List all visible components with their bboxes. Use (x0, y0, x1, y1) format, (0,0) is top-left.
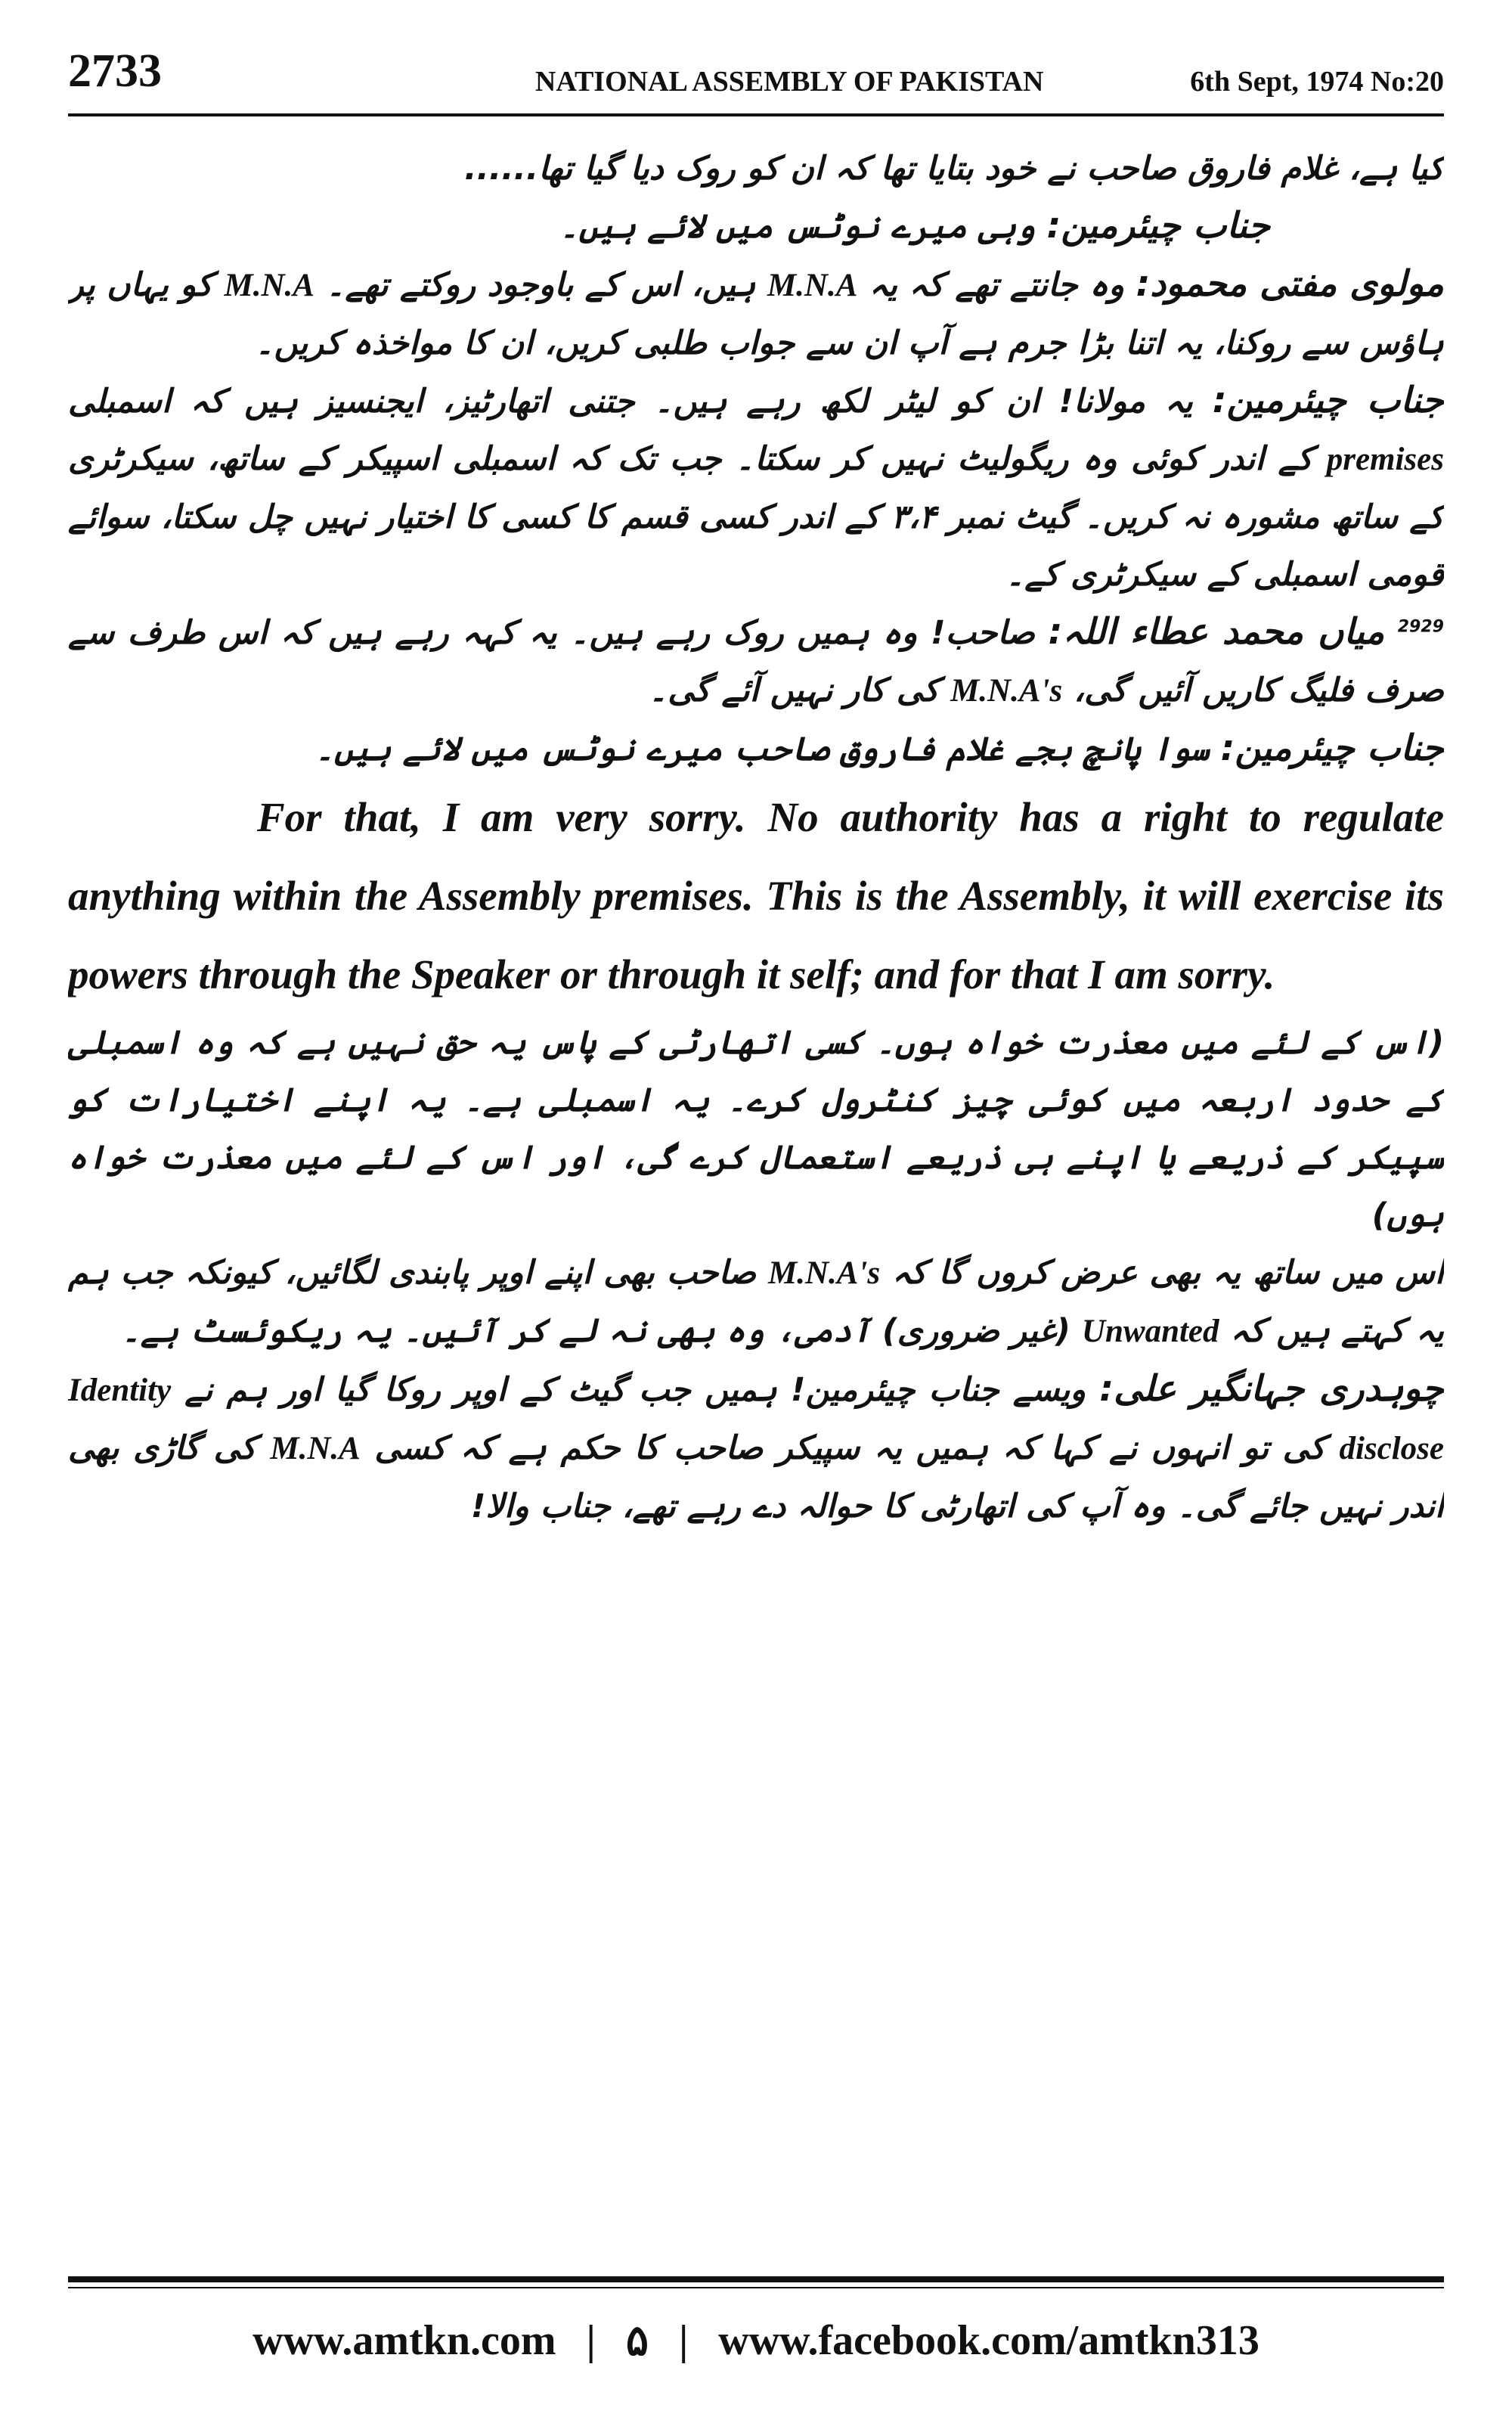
unwanted-term: Unwanted (1081, 1314, 1219, 1349)
paragraph-text: سوا پانچ بجے غلام فاروق صاحب میرے نوٹس میں لائے ہیں۔ (314, 731, 1210, 768)
paragraph-text: یہ مولانا! ان کو لیٹر لکھ رہے ہیں۔ جتنی اتھارٹیز، ایجنسیز ہیں کہ اسمبلی (68, 383, 1193, 420)
mna-term: M.N.A (224, 268, 314, 303)
paragraph-jahangir-ali (68, 1360, 1444, 1535)
paragraph-text: صاحب بھی اپنے اوپر پابندی لگائیں، کیونکہ جب ہم یہ کہتے ہیں کہ (68, 1254, 1444, 1350)
identity-disclose-term: Identity disclose (68, 1373, 1444, 1466)
mnas-term: M.N.A's (767, 1255, 881, 1291)
speaker-name: جناب چیئرمین: (1212, 380, 1444, 421)
paragraph-text: وہی میرے نوٹس میں لائے ہیں۔ (559, 208, 1036, 246)
paragraph-text: صاحب! وہ ہمیں روک رہے ہیں۔ یہ کہہ رہے ہیں کہ اس طرف سے صرف فلیگ کاریں آئیں گی، (68, 614, 1444, 709)
speaker-name: چوہدری جہانگیر علی: (1099, 1368, 1444, 1410)
paragraph-text: ہیں، اس کے باوجود روکتے تھے۔ (326, 266, 756, 304)
paragraph-text: اس میں ساتھ یہ بھی عرض کروں گا کہ (891, 1254, 1444, 1292)
mna-term: M.N.A (767, 268, 858, 303)
mnas-term: M.N.A's (950, 673, 1063, 709)
mna-term: M.N.A (270, 1431, 361, 1466)
paragraph-mian-ataullah (68, 603, 1444, 720)
paragraph-chairman-3 (68, 720, 1444, 778)
page-body (68, 140, 1444, 2254)
header-divider (68, 113, 1444, 116)
paragraph-chairman-1 (68, 197, 1444, 256)
page-header (68, 30, 1444, 98)
page-number: 2733 (68, 45, 162, 97)
footer-page-number: ۵ (625, 2317, 649, 2365)
paragraph-mufti-mahmood (68, 256, 1444, 372)
paragraph-text: (غیر ضروری) آدمی، وہ بھی نہ لے کر آئیں۔ یہ ریکوئسٹ ہے۔ (121, 1312, 1070, 1350)
speaker-name: میاں محمد عطاء اللہ: (1048, 611, 1385, 653)
footer-facebook-link[interactable]: www.facebook.com/amtkn313 (718, 2317, 1259, 2364)
english-ruling: For that, I am very sorry. No authority has a right to regulate anything within the Assembly premises. This is the Assembly, it will exercise its powers through the Speaker or through it self; and for that I am sorry. (68, 794, 1444, 997)
paragraph-request (68, 1244, 1444, 1360)
paragraph-text: کی تو انہوں نے کہا کہ ہمیں یہ سپیکر صاحب کا حکم ہے کہ کسی (374, 1429, 1325, 1467)
paragraph-urdu-translation (68, 1014, 1444, 1244)
paragraph-1 (68, 140, 1444, 197)
footer-separator: | (586, 2317, 596, 2364)
footnote-marker: 2929 (1397, 617, 1444, 637)
footer-separator: | (678, 2317, 689, 2364)
speaker-name: مولوی مفتی محمود: (1136, 263, 1444, 305)
footer-divider-thin (68, 2287, 1444, 2288)
paragraph-text: کو یہاں پر ہاؤس سے روکنا، یہ اتنا بڑا جرم ہے آپ ان سے جواب طلبی کریں، ان کا مواخذہ کریں۔ (68, 266, 1444, 362)
header-date-number: 6th Sept, 1974 No:20 (1190, 66, 1444, 98)
speaker-name: جناب چیئرمین: (1046, 205, 1270, 247)
paragraph-text: کیا ہے، غلام فاروق صاحب نے خود بتایا تھا کہ ان کو روک دیا گیا تھا...... (464, 150, 1444, 188)
footer-divider-thick (68, 2276, 1444, 2282)
paragraph-text: ویسے جناب چیئرمین! ہمیں جب گیٹ کے اوپر روکا گیا اور ہم نے (184, 1371, 1086, 1409)
paragraph-text: کی گاڑی بھی اندر نہیں جائے گی۔ وہ آپ کی اتھارٹی کا حوالہ دے رہے تھے، جناب والا! (68, 1429, 1444, 1525)
page-footer (68, 2310, 1444, 2371)
footer-website-link[interactable]: www.amtkn.com (253, 2317, 556, 2364)
header-title: NATIONAL ASSEMBLY OF PAKISTAN (534, 66, 1044, 98)
paragraph-text: کی کار نہیں آئے گی۔ (649, 672, 940, 709)
paragraph-chairman-2 (68, 372, 1444, 603)
paragraph-text: وہ جانتے تھے کہ یہ (869, 266, 1125, 304)
paragraph-text: (اس کے لئے میں معذرت خواہ ہوں۔ کسی اتھارٹی کے پاس یہ حق نہیں ہے کہ وہ اسمبلی کے حدود اربعہ میں کوئی چیز کنٹرول کرے۔ یہ اسمبلی ہے۔ یہ اپنے اختیارات کو سپیکر کے ذریعے یا اپنے ہی ذریعے استعمال کرے گی، اور اس کے لئے میں معذرت خواہ ہوں) (68, 1024, 1444, 1234)
premises-term: premises (1326, 442, 1444, 477)
paragraph-text: کے اندر کوئی وہ ریگولیٹ نہیں کر سکتا۔ جب تک کہ اسمبلی اسپیکر کے ساتھ، سیکرٹری کے ساتھ مشورہ نہ کریں۔ گیٹ نمبر ۳،۴ کے اندر کسی قسم کا کسی کا اختیار نہیں چل سکتا، سوائے قومی اسمبلی کے سیکرٹری کے۔ (68, 440, 1444, 594)
speaker-name: جناب چیئرمین: (1220, 728, 1444, 769)
